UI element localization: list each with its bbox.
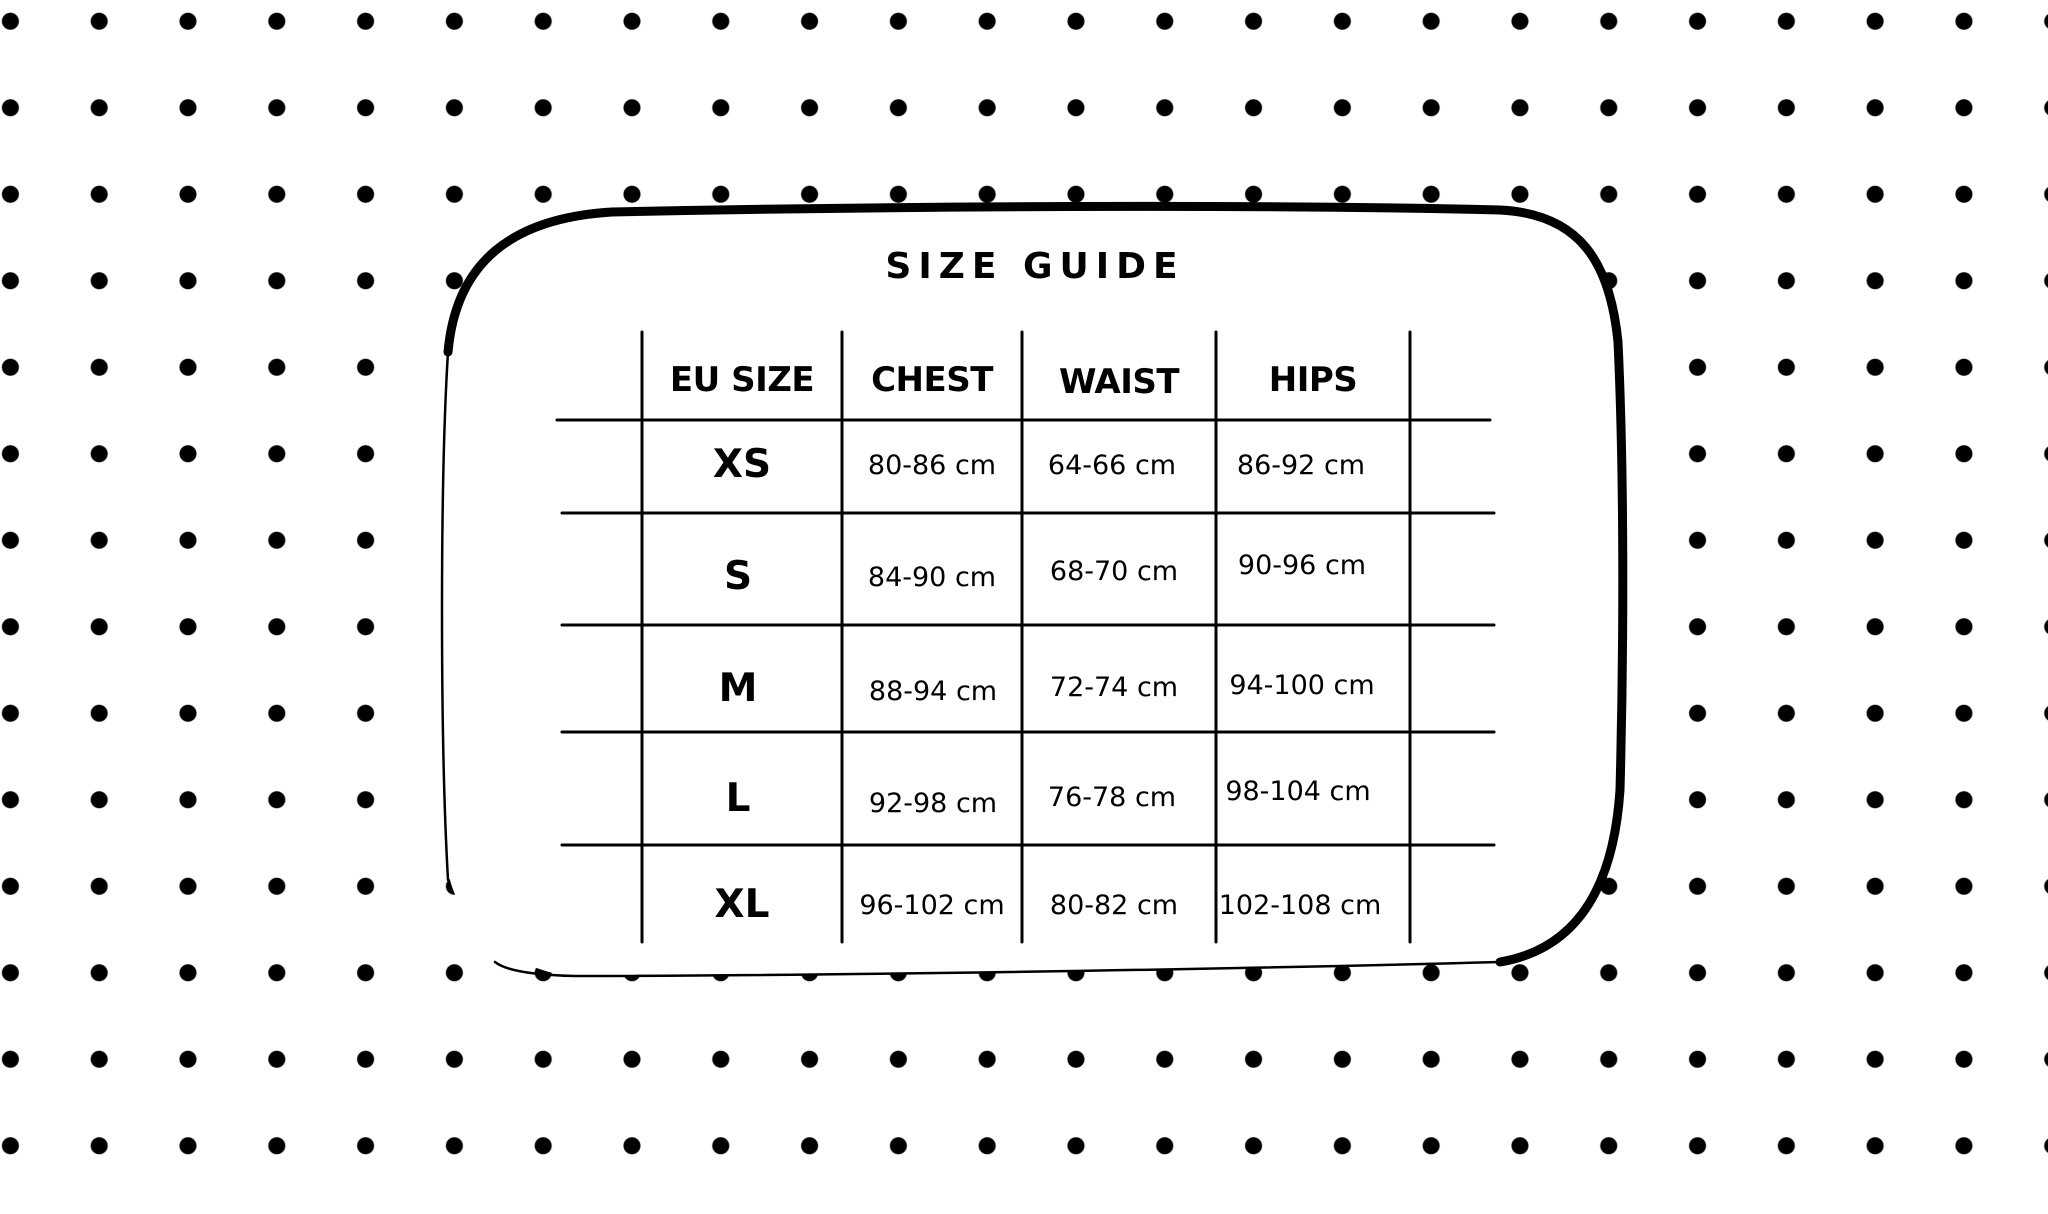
chest-value: 84-90 cm [867,562,997,593]
header-eu-size: EU SIZE [669,360,815,400]
chest-value: 92-98 cm [868,788,998,819]
size-label: XS [712,442,772,487]
hips-value: 98-104 cm [1225,776,1371,807]
header-hips: HIPS [1268,360,1358,400]
waist-value: 80-82 cm [1049,890,1179,921]
waist-value: 72-74 cm [1049,672,1179,703]
size-label: XL [714,882,770,927]
chest-value: 88-94 cm [868,676,998,707]
waist-value: 64-66 cm [1047,450,1177,481]
chest-value: 96-102 cm [859,890,1005,921]
hips-value: 102-108 cm [1218,890,1382,921]
size-label: M [718,666,758,711]
hips-value: 94-100 cm [1229,670,1375,701]
header-waist: WAIST [1058,362,1180,402]
waist-value: 76-78 cm [1047,782,1177,813]
size-label: L [725,776,751,821]
hips-value: 90-96 cm [1237,550,1367,581]
waist-value: 68-70 cm [1049,556,1179,587]
chest-value: 80-86 cm [867,450,997,481]
hips-value: 86-92 cm [1236,450,1366,481]
page-title: SIZE GUIDE [885,246,1185,287]
header-chest: CHEST [871,360,993,400]
size-label: S [723,554,753,599]
